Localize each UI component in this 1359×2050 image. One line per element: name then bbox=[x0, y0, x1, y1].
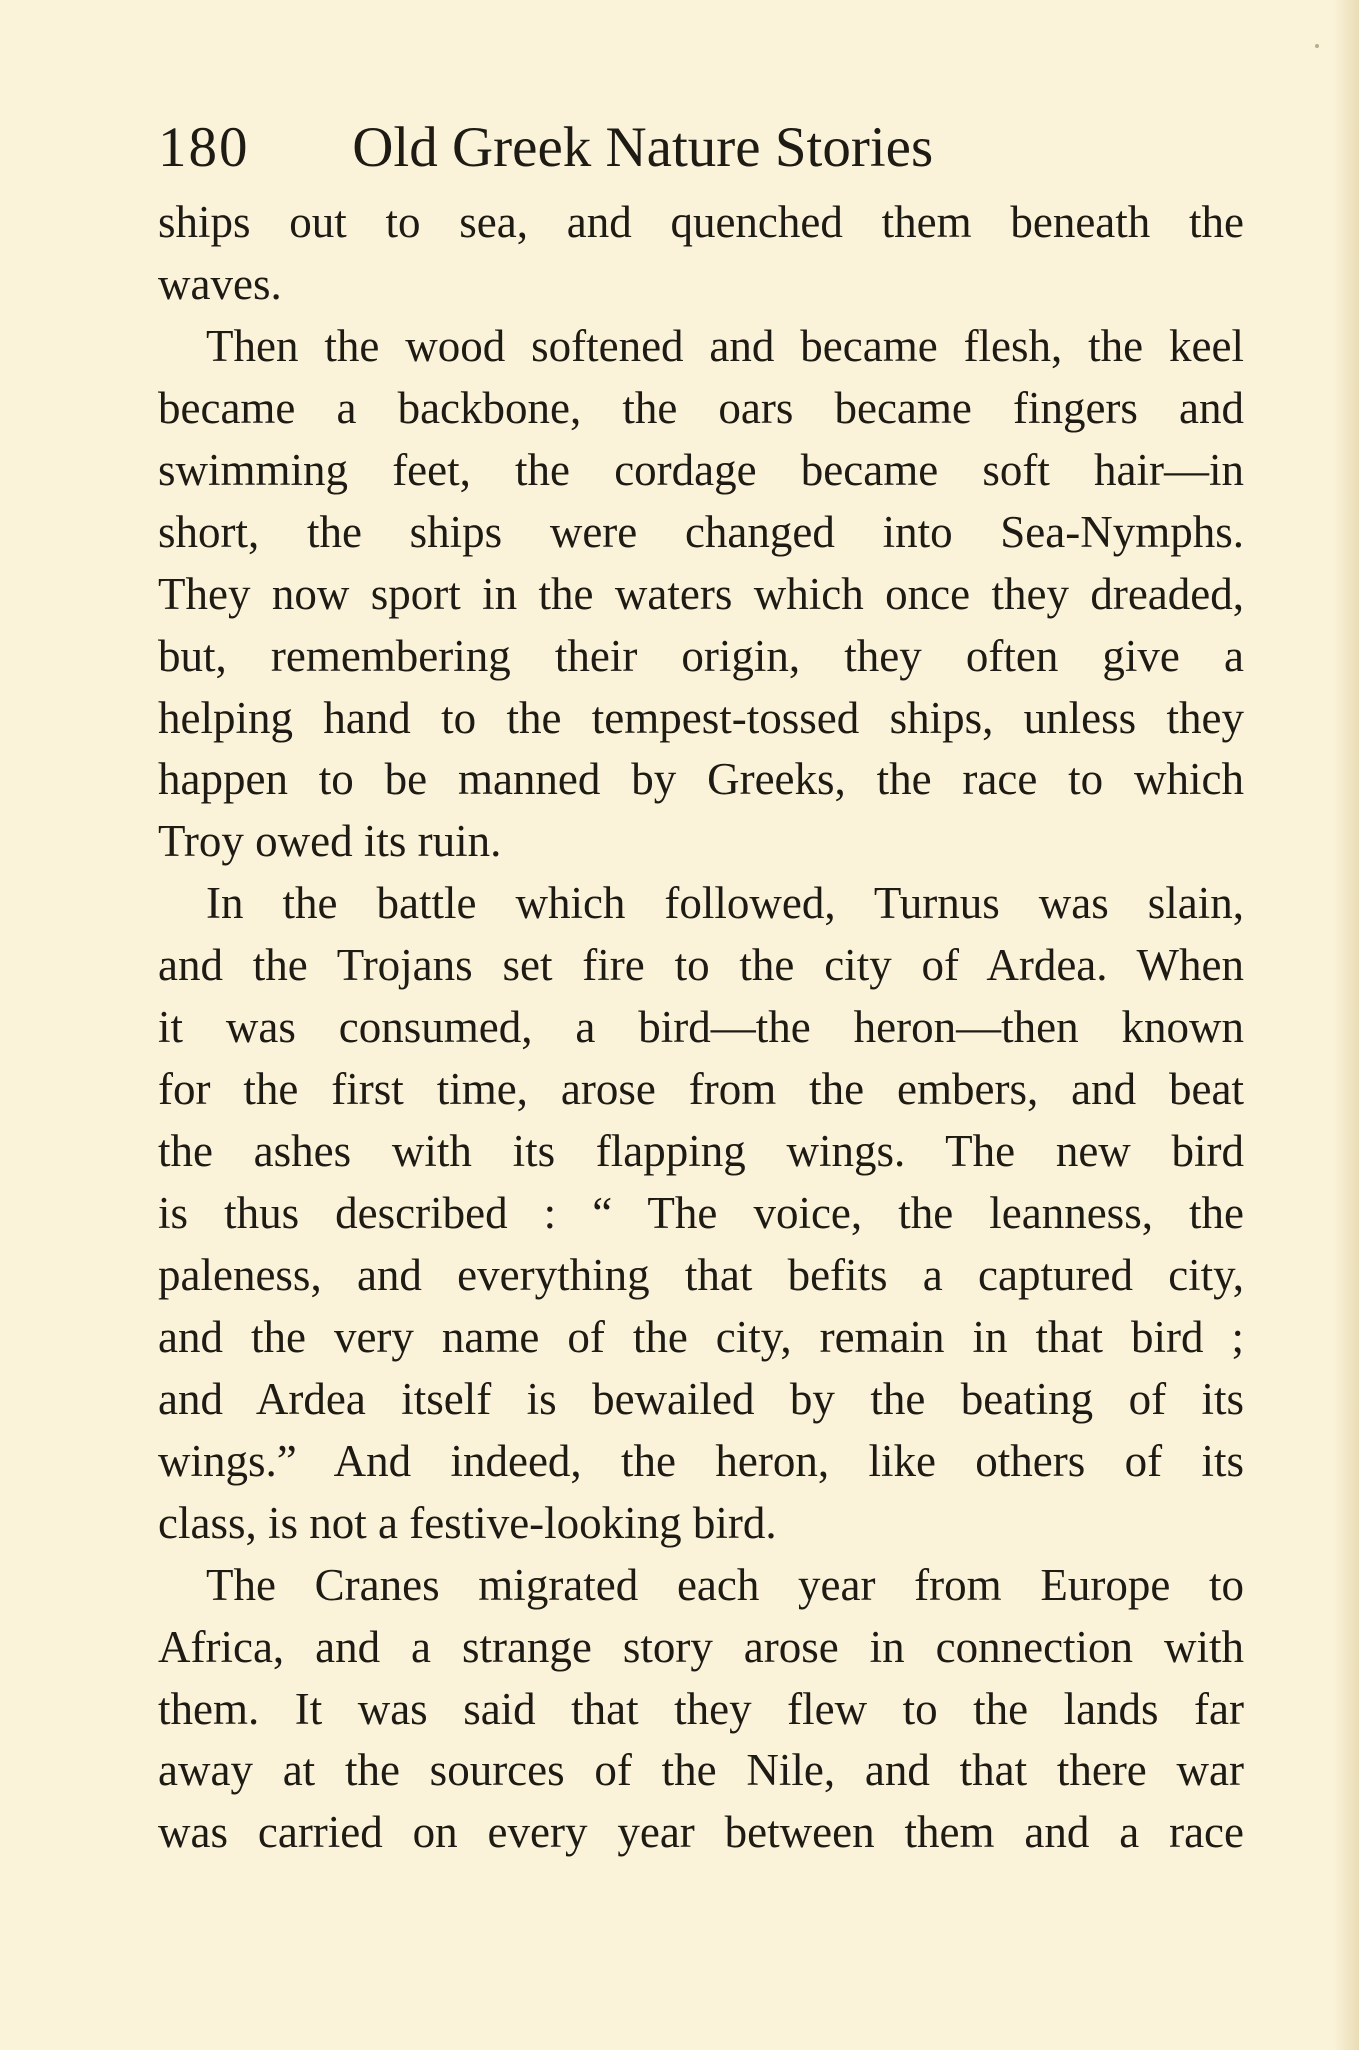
text-line: The Cranes migrated each year from Europe to bbox=[206, 1559, 1244, 1610]
paragraph bbox=[158, 873, 1244, 1554]
text-line: became a backbone, the oars became fingers and bbox=[158, 382, 1244, 433]
page-number: 180 bbox=[158, 116, 250, 179]
text-line: Africa, and a strange story arose in connection with bbox=[158, 1621, 1244, 1672]
paragraph bbox=[158, 192, 1244, 316]
text-line: paleness, and everything that befits a captured city, bbox=[158, 1249, 1244, 1300]
text-line: In the battle which followed, Turnus was slain, bbox=[206, 878, 1244, 929]
text-line: for the first time, arose from the embers, and beat bbox=[158, 1064, 1244, 1115]
text-line: and the Trojans set fire to the city of Ardea. When bbox=[158, 940, 1244, 991]
text-line: it was consumed, a bird—the heron—then known bbox=[158, 1002, 1244, 1053]
body-text bbox=[158, 192, 1244, 1864]
text-line: ships out to sea, and quenched them beneath the bbox=[158, 197, 1244, 247]
running-title: Old Greek Nature Stories bbox=[352, 116, 934, 179]
text-line: but, remembering their origin, they often give a bbox=[158, 630, 1244, 681]
text-line: and the very name of the city, remain in that bird ; bbox=[158, 1311, 1244, 1362]
page-header bbox=[158, 108, 1258, 188]
text-line: happen to be manned by Greeks, the race to which bbox=[158, 754, 1244, 805]
page-edge-shadow bbox=[1333, 0, 1359, 2050]
paragraph bbox=[158, 1555, 1244, 1865]
text-line: away at the sources of the Nile, and that there war bbox=[158, 1745, 1244, 1796]
text-line: waves. bbox=[158, 258, 282, 309]
text-line: They now sport in the waters which once they dreaded, bbox=[158, 568, 1244, 619]
text-line: Then the wood softened and became flesh, the keel bbox=[206, 320, 1244, 371]
text-line: and Ardea itself is bewailed by the beating of its bbox=[158, 1373, 1244, 1424]
paper-speck bbox=[1315, 44, 1319, 48]
text-line: is thus described : “ The voice, the leanness, the bbox=[158, 1188, 1244, 1238]
text-line: wings.” And indeed, the heron, like others of its bbox=[158, 1435, 1244, 1486]
text-line: helping hand to the tempest-tossed ships, unless they bbox=[158, 692, 1244, 743]
text-line: was carried on every year between them and a race bbox=[158, 1807, 1244, 1858]
paragraph bbox=[158, 316, 1244, 873]
text-line: class, is not a festive-looking bird. bbox=[158, 1497, 777, 1548]
text-line: short, the ships were changed into Sea-Nymphs. bbox=[158, 506, 1244, 557]
text-line: them. It was said that they flew to the lands far bbox=[158, 1683, 1244, 1734]
text-line: Troy owed its ruin. bbox=[158, 816, 502, 867]
text-line: swimming feet, the cordage became soft hair—in bbox=[158, 444, 1244, 495]
text-line: the ashes with its flapping wings. The new bird bbox=[158, 1126, 1244, 1177]
